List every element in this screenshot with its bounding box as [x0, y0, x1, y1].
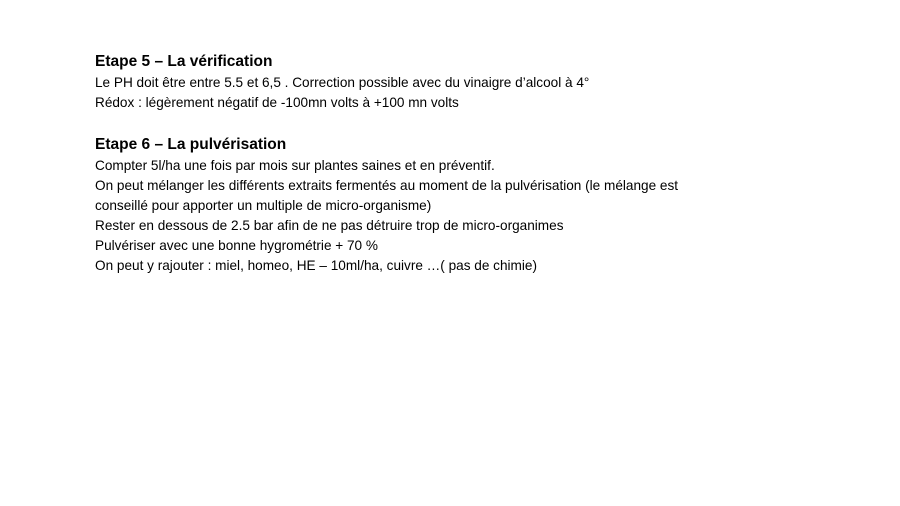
section-heading: Etape 6 – La pulvérisation	[95, 136, 287, 153]
section-heading: Etape 5 – La vérification	[95, 53, 273, 70]
text-line: Pulvériser avec une bonne hygrométrie + 70 %	[95, 238, 378, 253]
section-etape-5	[95, 52, 885, 113]
text-line: Compter 5l/ha une fois par mois sur plantes saines et en préventif.	[95, 158, 495, 173]
text-line: Rédox : légèrement négatif de -100mn volts à +100 mn volts	[95, 95, 459, 110]
text-line: On peut mélanger les différents extraits fermentés au moment de la pulvérisation (le mélange est	[95, 178, 679, 193]
text-line: On peut y rajouter : miel, homeo, HE – 10ml/ha, cuivre …( pas de chimie)	[95, 258, 537, 273]
text-line: Rester en dessous de 2.5 bar afin de ne pas détruire trop de micro-organimes	[95, 218, 564, 233]
text-line: conseillé pour apporter un multiple de micro-organisme)	[95, 198, 432, 213]
section-etape-6	[95, 135, 885, 276]
text-line: Le PH doit être entre 5.5 et 6,5 . Correction possible avec du vinaigre d’alcool à 4°	[95, 75, 590, 90]
